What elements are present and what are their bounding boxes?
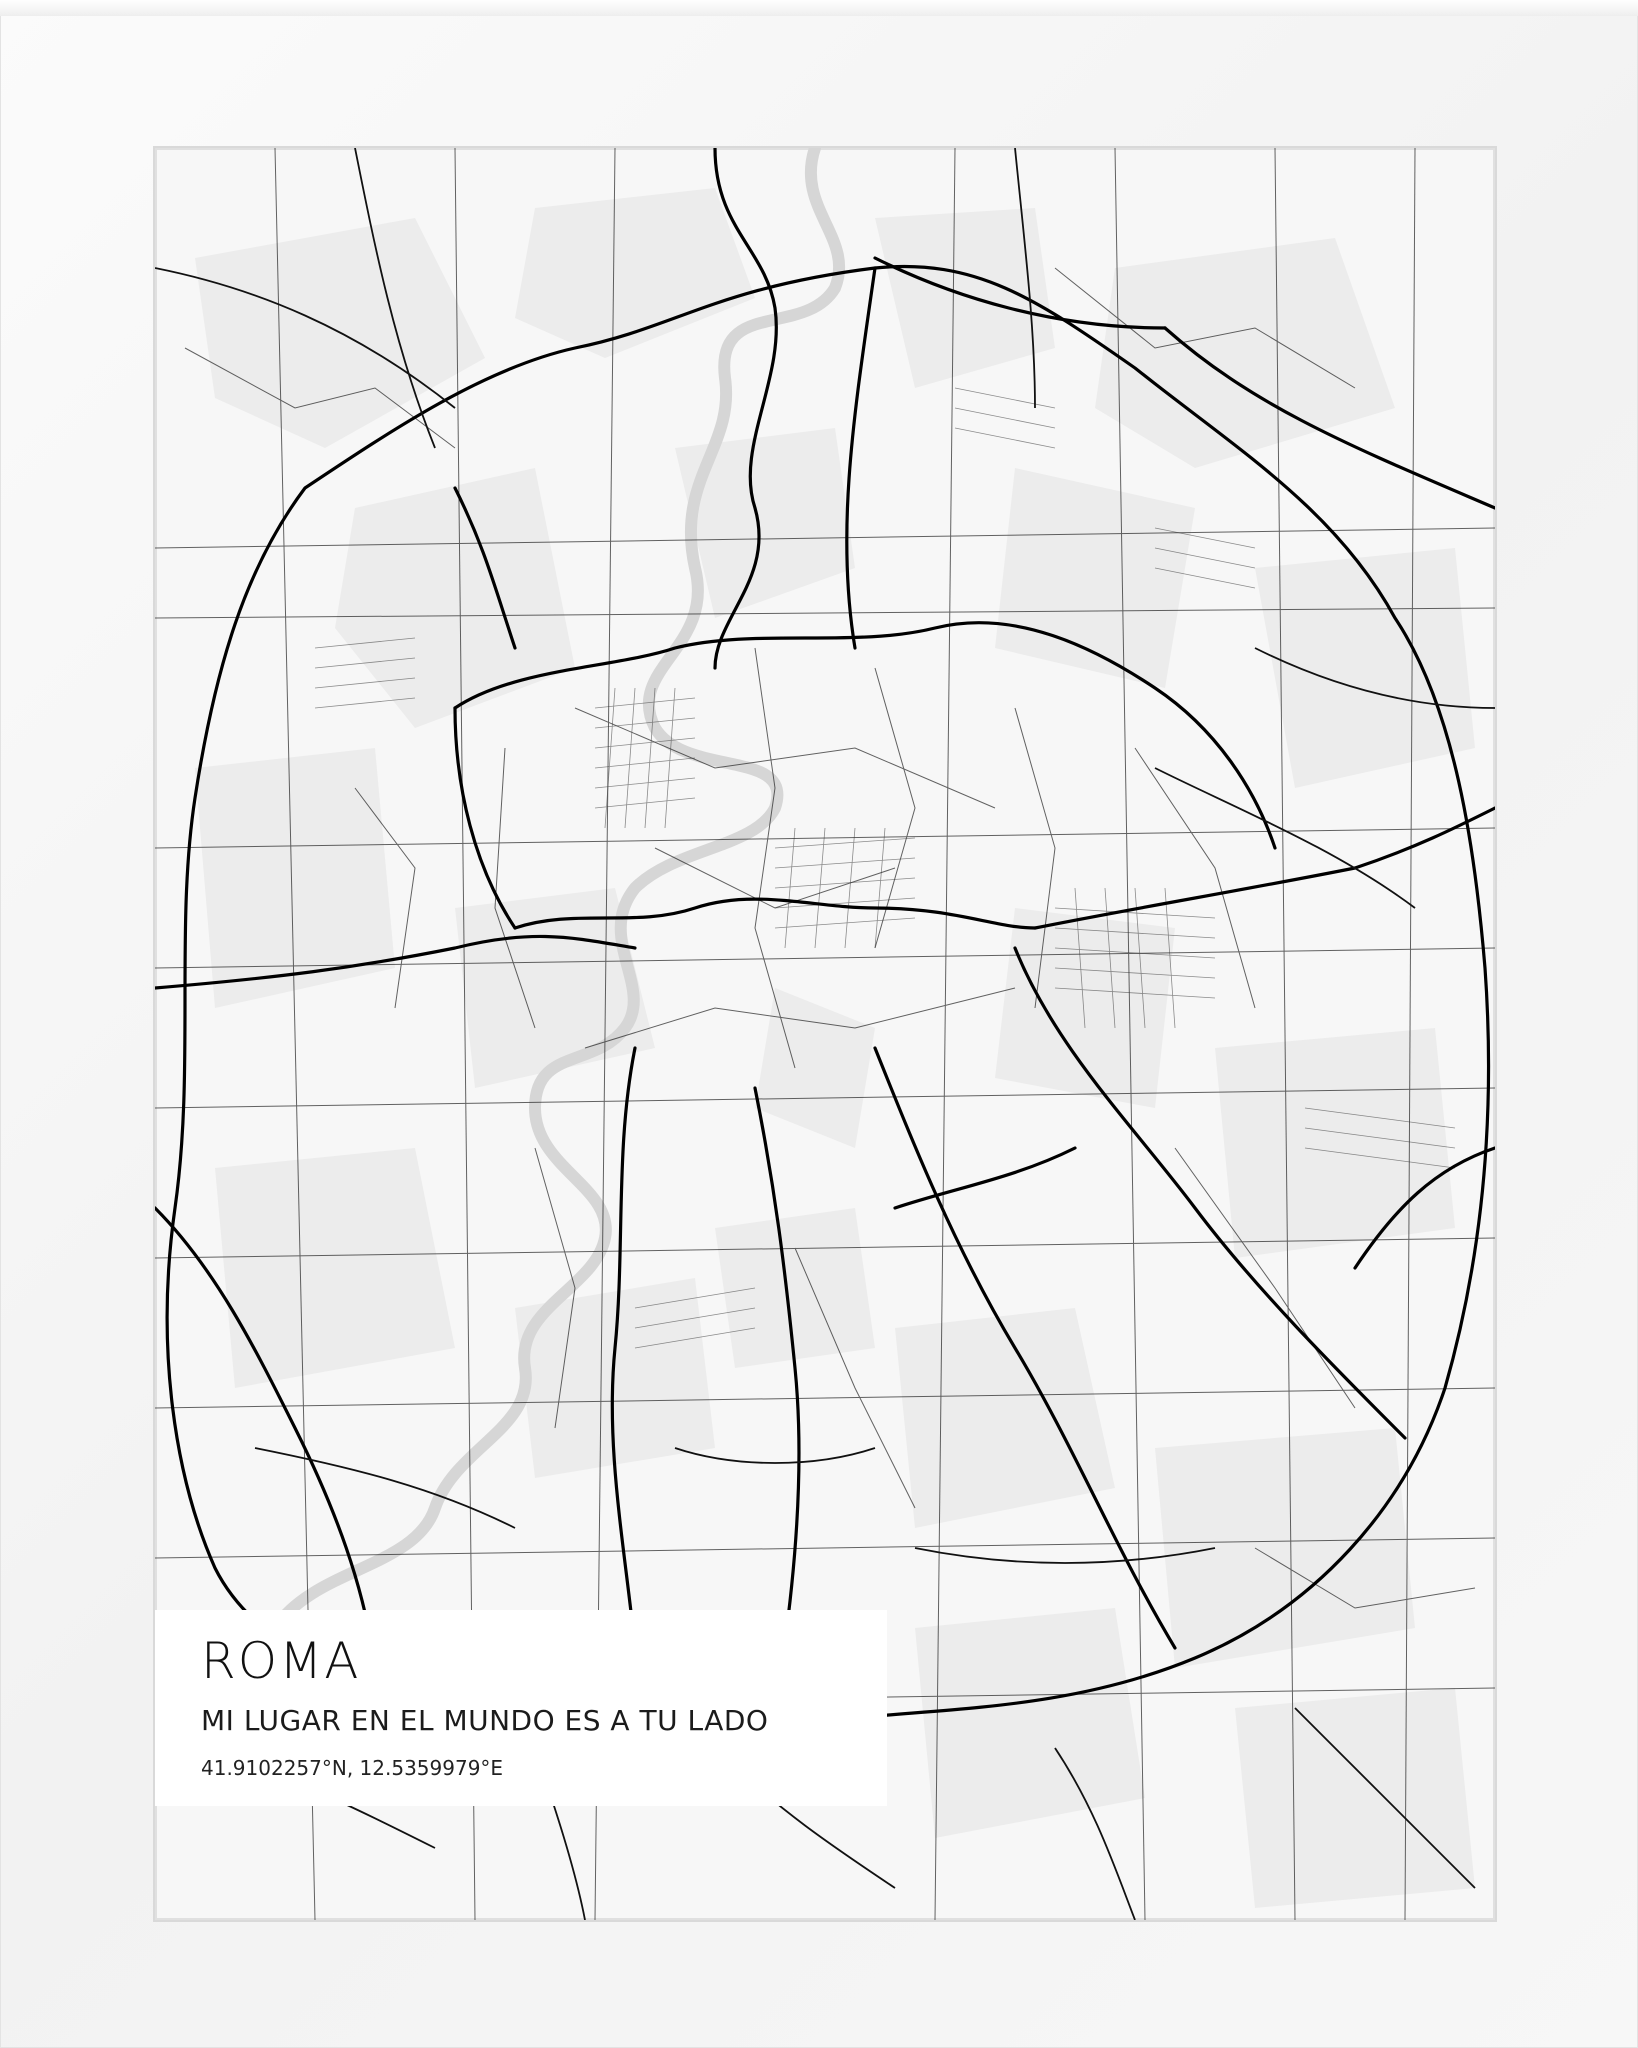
frame-bevel bbox=[0, 0, 1638, 16]
title-label bbox=[155, 1610, 887, 1806]
city-title: ROMA bbox=[201, 1632, 361, 1690]
coordinates: 41.9102257°N, 12.5359979°E bbox=[201, 1756, 504, 1780]
tagline: MI LUGAR EN EL MUNDO ES A TU LADO bbox=[201, 1704, 769, 1737]
